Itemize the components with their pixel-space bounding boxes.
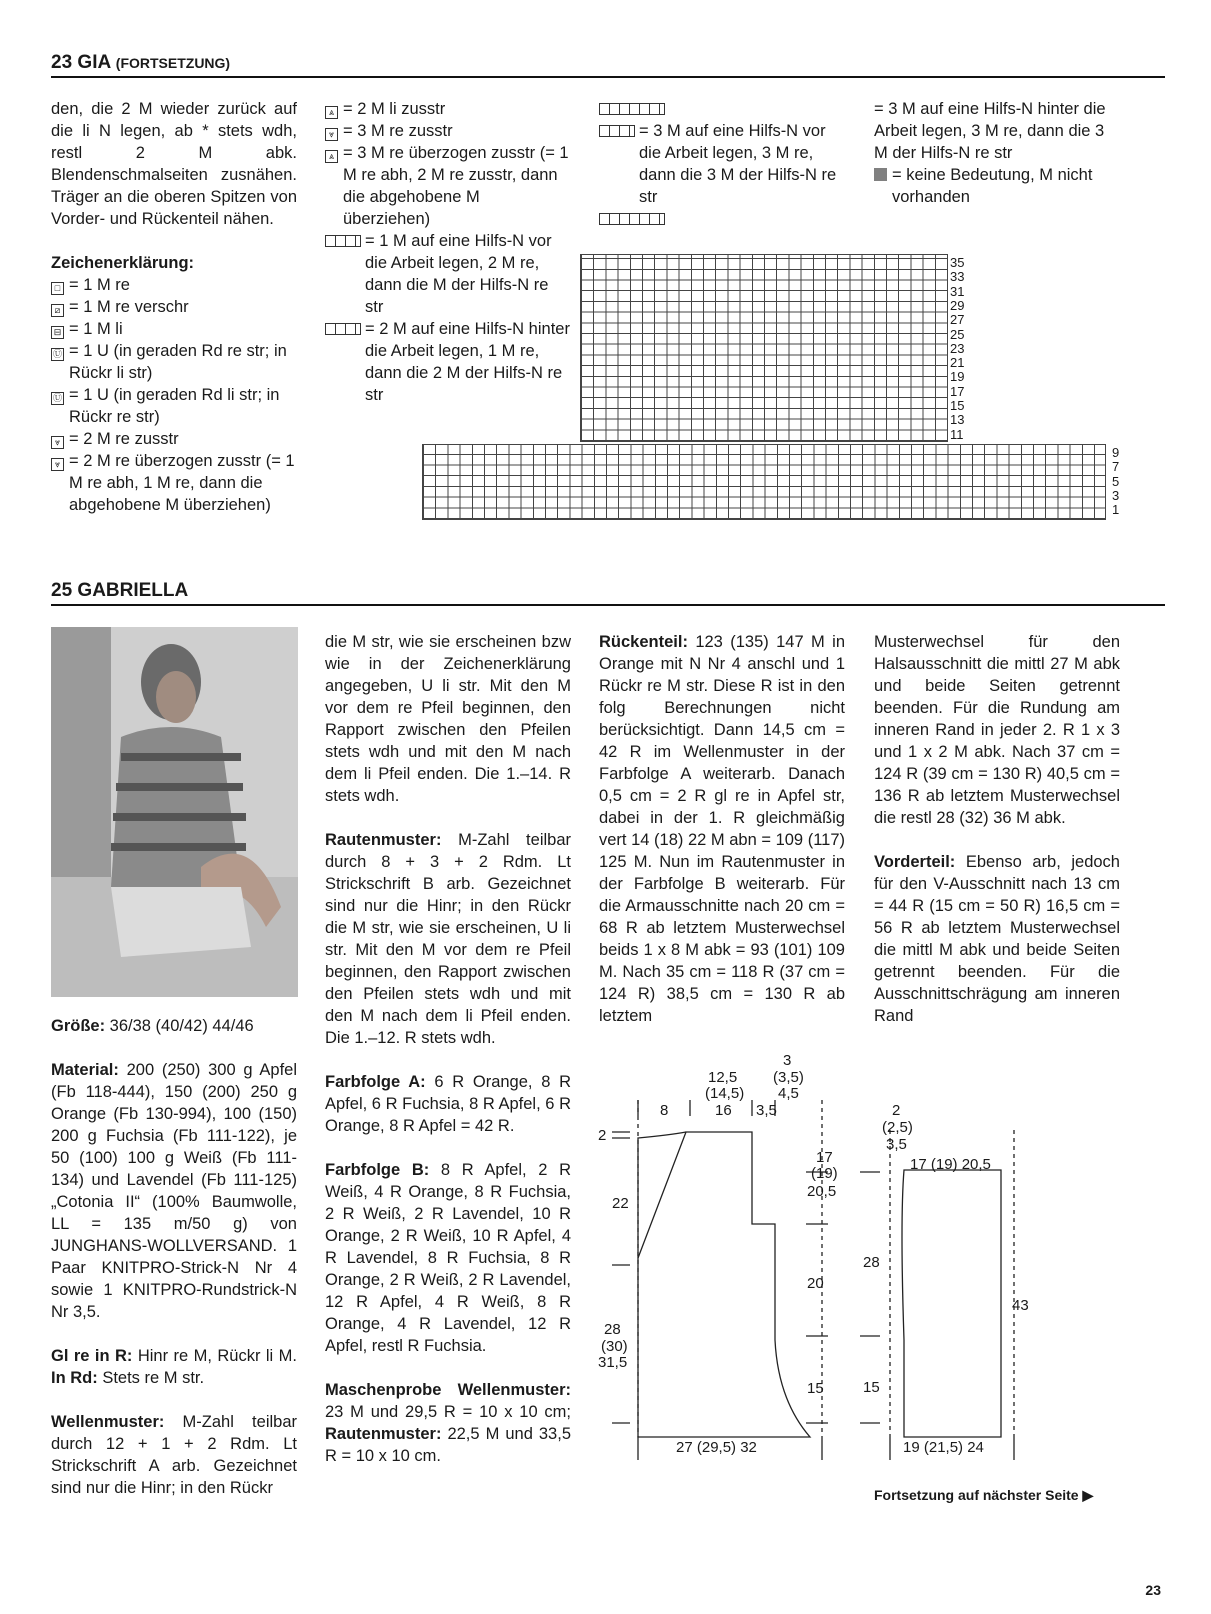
dim-28: 28 [604,1321,621,1338]
legend-text: = 3 M auf eine Hilfs-N hinter die Arbeit legen, 3 M re, dann die 3 M der Hilfs-N re str [874,100,1106,162]
paragraph [325,1071,571,1137]
stitch-symbol-icon: ⩓ [325,106,338,119]
dim2-2: 2 [892,1102,901,1119]
chart-row-number: 1 [1112,502,1120,518]
paragraph [51,1411,297,1499]
chart-row-number: 7 [1112,459,1120,475]
stitch-symbol-icon: ⧄ [51,304,64,317]
chart-row-number: 29 [950,297,965,313]
cable-symbol-6b [599,208,849,230]
model-photo [51,627,298,997]
legend-list-4 [874,98,1120,208]
legend-symbol [325,142,343,230]
dim2-2-5: (2,5) [882,1119,913,1136]
dim-22: 22 [612,1195,629,1212]
legend-symbol [51,428,69,450]
section-25-col1 [51,1015,297,1499]
paragraph-label: In Rd: [51,1369,98,1387]
section-23-col1 [51,98,297,516]
cable-symbol-6 [599,98,849,120]
paragraph-text: Musterwechsel für den Halsausschnitt die mittl 27 M abk und beide Seiten getrennt beenden. Für die Rundung am inneren Rand in jeder 2. R 1 x 3 und 1 x 2 M abk. Nach 37 cm = 124 R (39 cm = 130 R) 40,5 cm = 136 R ab letztem Musterwechsel die restl 28 (32) 36 M abk. [874,633,1120,827]
legend-item [51,428,297,450]
legend-item [599,120,849,208]
paragraph-label: Rautenmuster: [325,831,442,849]
legend-text: = 2 M auf eine Hilfs-N hinter die Arbeit legen, 1 M re, dann die 2 M der Hilfs-N re str [365,320,570,404]
legend-list-3 [599,120,849,208]
paragraph-label: Vorderteil: [874,853,956,871]
legend-item [325,230,570,318]
continue-note: Fortsetzung auf nächster Seite ▶ [874,1487,1094,1503]
dim2-top: 17 (19) 20,5 [910,1156,991,1173]
chart-row-number: 27 [950,312,965,328]
legend-symbol [325,230,365,318]
section-25-col2 [325,631,571,1467]
stitch-symbol-icon: Ⓤ [52,393,62,403]
section-25-header [51,580,1165,606]
grey-square-icon [874,168,887,181]
chart-row-number: 13 [950,412,965,428]
paragraph-label: Größe: [51,1017,106,1035]
dim-3-5b: 3,5 [756,1102,777,1119]
section-25-col4 [874,631,1120,1027]
model-photo-illustration [51,627,298,997]
paragraph-text: Ebenso arb, jedoch für den V-Ausschnitt nach 13 cm = 44 R (15 cm = 50 R) 16,5 cm = 56 R ab letztem Musterwechsel die mittl M abk und beide Seiten getrennt beenden. Für die Ausschnittschrägung am inneren Rand [874,853,1120,1025]
paragraph [874,851,1120,1027]
legend-symbol [51,274,69,296]
legend-text: = 1 M auf eine Hilfs-N vor die Arbeit legen, 2 M re, dann die M der Hilfs-N re str [365,232,552,316]
dim-31-5: 31,5 [598,1354,628,1371]
stitch-symbol-icon: ⩔ [325,128,338,141]
paragraph [874,631,1120,829]
chart-row-number: 3 [1112,487,1120,503]
chart-row-number: 17 [950,383,965,399]
legend-symbol [325,120,343,142]
legend-text: = 1 U (in geraden Rd li str; in Rückr re str) [69,386,280,426]
legend-symbol [51,450,69,516]
stitch-symbol-icon: Ⓤ [52,349,62,359]
schematic-diagrams [590,1040,1130,1480]
legend-text: = 3 M auf eine Hilfs-N vor die Arbeit legen, 3 M re, dann die 3 M der Hilfs-N re str [639,122,837,206]
legend-text: = 2 M re zusstr [69,430,179,448]
dim-3-5: (3,5) [773,1069,804,1086]
paragraph [599,631,845,1027]
paragraph-text: 200 (250) 300 g Apfel (Fb 118-444), 150 (200) 250 g Orange (Fb 130-994), 100 (150) 200 g Fuchsia (Fb 111-122), je 50 (100) 100 g Weiß (Fb 111-134) und Lavendel (Fb 111-125) „Cotonia II“ (100% Baumwolle, LL = 135 m/50 g) von JUNGHANS-WOLLVERSAND. 1 Paar KNITPRO-Strick-N Nr 4 sowie 1 KNITPRO-Rundstrick-N Nr 3,5. [51,1061,297,1321]
paragraph [51,1345,297,1389]
paragraph-label: Wellenmuster: [51,1413,165,1431]
paragraph-label: Material: [51,1061,119,1079]
legend-title: Zeichenerklärung: [51,254,195,272]
legend-symbol [325,98,343,120]
paragraph-label: Farbfolge A: [325,1073,426,1091]
section-23-title: 23 GIA [51,52,111,73]
cable-stitch-icon [325,323,361,335]
paragraph [325,1379,571,1467]
paragraph-label: Gl re in R: [51,1347,133,1365]
chart-row-number: 11 [950,426,964,442]
section-25-title: 25 GABRIELLA [51,580,189,601]
section-23-header [51,52,1165,78]
legend-text: = 3 M re überzogen zusstr (= 1 M re abh, 2 M re zusstr, dann die abgehobene M überziehen) [343,144,569,228]
paragraph-text: 8 R Apfel, 2 R Weiß, 4 R Orange, 8 R Fuchsia, 2 R Weiß, 2 R Lavendel, 10 R Orange, 2 R Weiß, 10 R Apfel, 4 R Lavendel, 8 R Fuchsia, 8 R Orange, 2 R Weiß, 2 R Lavendel, 12 R Apfel, 4 R Weiß, 8 R Orange, 4 R Lavendel, 12 R Apfel, restl R Fuchsia. [325,1161,572,1355]
dim-20: 20 [807,1275,824,1292]
paragraph-label: Rautenmuster: [325,1425,442,1443]
paragraph-label: Farbfolge B: [325,1161,430,1179]
legend-symbol [599,120,639,208]
cable-stitch-icon [599,125,635,137]
pattern-piece-sleeve-outline [902,1170,1001,1437]
legend-item [51,450,297,516]
chart-row-number: 15 [950,398,965,413]
legend-item [51,274,297,296]
dim-12-5: 12,5 [708,1069,738,1086]
paragraph [51,1059,297,1323]
dim-3: 3 [783,1052,792,1069]
paragraph-label: Rückenteil: [599,633,688,651]
chart-row-number: 5 [1112,473,1120,489]
paragraph-text: 123 (135) 147 M in Orange mit N Nr 4 anschl und 1 Rückr re M str. Diese R ist in den folg Berechnungen nicht berücksichtigt. Dann 14,5 cm = 42 R im Wellenmuster in der Farbfolge A weiterarb. Danach 0,5 cm = 2 R gl re in Apfel str, dabei in der 1. R gleichmäßig vert 14 (18) 22 M abn = 109 (117) 125 M. Nun im Rautenmuster in der Farbfolge B weiterarb. Für die Armausschnitte nach 20 cm = 68 R ab letztem Musterwechsel beids 1 x 8 M abk = 93 (101) 109 M. Nach 35 cm = 118 R (37 cm = 124 R) 38,5 cm = 130 R ab letztem [599,633,845,1025]
paragraph-text: M-Zahl teilbar durch 8 + 3 + 2 Rdm. Lt Strickschrift B arb. Gezeichnet sind nur die Hinr; in den Rückr die M str, wie sie erscheinen, U li str. Mit den M vor dem re Pfeil beginnen, den Rapport zwischen den Pfeilen stets wdh und mit den M nach dem li Pfeil enden. Die 1.–12. R stets wdh. [325,831,571,1047]
section-23-subtitle: (FORTSETZUNG) [115,55,231,71]
paragraph [325,1159,571,1357]
legend-list-1 [51,274,297,516]
section-23-col2 [325,98,570,406]
stitch-symbol-icon: ⊟ [51,326,64,339]
dim2-bottom: 19 (21,5) 24 [903,1439,984,1456]
legend-item [325,318,570,406]
legend-symbol [51,318,69,340]
chart-row-number: 35 [950,255,965,270]
section-23-col1-text: den, die 2 M wieder zurück auf die li N legen, ab * stets wdh, restl 2 M abk. Blendenschmalseiten zusnähen. Träger an die oberen Spitzen von Vorder- und Rückenteil nähen. [51,100,297,228]
dim-17: 17 [816,1149,833,1166]
paragraph-text: 36/38 (40/42) 44/46 [105,1017,254,1035]
chart-row-number: 9 [1112,445,1120,460]
legend-item [51,384,297,428]
dim-14-5: (14,5) [705,1085,745,1102]
legend-text: = keine Bedeutung, M nicht vorhanden [892,166,1093,206]
dim-8: 8 [660,1102,669,1119]
chart-row-number: 33 [950,269,965,285]
paragraph-text: 22,5 M und 33,5 R = 10 x 10 cm. [325,1425,571,1465]
dim-bottom-1: 27 (29,5) 32 [676,1439,757,1456]
legend-item [874,98,1120,164]
paragraph [51,1015,297,1037]
legend-item [51,318,297,340]
cable-stitch-icon [325,235,361,247]
legend-symbol [51,296,69,318]
paragraph-text: 6 R Orange, 8 R Apfel, 6 R Fuchsia, 8 R Apfel, 6 R Orange, 8 R Apfel = 42 R. [325,1073,571,1135]
stitch-symbol-icon: ⩓ [325,150,338,163]
dim2-43: 43 [1012,1297,1029,1314]
legend-list-2 [325,98,570,406]
paragraph-text: 23 M und 29,5 R = 10 x 10 cm; [325,1403,571,1421]
legend-text: = 3 M re zusstr [343,122,453,140]
legend-item [325,142,570,230]
paragraph-text: M-Zahl teilbar durch 12 + 1 + 2 Rdm. Lt Strickschrift A arb. Gezeichnet sind nur die Hinr; in den Rückr [51,1413,297,1497]
chart-row-number: 31 [950,283,965,299]
dim-4-5: 4,5 [778,1085,799,1102]
dim-30: (30) [601,1338,628,1355]
section-25-col3 [599,631,845,1027]
legend-item [51,296,297,318]
paragraph-text: Stets re M str. [97,1369,205,1387]
legend-item [874,164,1120,208]
stitch-symbol-icon: □ [51,282,64,295]
stitch-symbol-icon: ⩔ [51,458,64,471]
dim-19: (19) [811,1165,838,1182]
section-23-col4 [874,98,1120,208]
dim-2: 2 [598,1127,607,1144]
paragraph-label: Maschenprobe Wellenmuster: [325,1381,571,1399]
dim2-15: 15 [863,1379,880,1396]
pattern-piece-back-outline [638,1132,810,1437]
legend-item [325,120,570,142]
paragraph [325,829,571,1049]
chart-row-number: 21 [950,355,965,371]
dim2-3-5: 3,5 [886,1136,907,1153]
dim2-28: 28 [863,1254,880,1271]
chart-row-number: 25 [950,326,965,342]
chart-row-number: 19 [950,369,965,385]
legend-text: = 1 M li [69,320,123,338]
paragraph [325,631,571,807]
legend-text: = 1 U (in geraden Rd re str; in Rückr li str) [69,342,287,382]
dim-20-5: 20,5 [807,1183,837,1200]
dim-15: 15 [807,1380,824,1397]
legend-text: = 2 M li zusstr [343,100,446,118]
legend-text: = 1 M re [69,276,130,294]
legend-symbol [874,164,892,208]
section-23-col3 [599,98,849,230]
chart-row-number: 23 [950,340,965,356]
legend-text: = 1 M re verschr [69,298,189,316]
legend-symbol [51,340,69,384]
legend-text: = 2 M re überzogen zusstr (= 1 M re abh, 1 M re, dann die abgehobene M überziehen) [69,452,295,514]
page-number: 23 [1145,1582,1161,1598]
legend-symbol [51,384,69,428]
knitting-chart-lower [422,444,1106,520]
legend-item [51,340,297,384]
legend-item [325,98,570,120]
stitch-symbol-icon: ⩔ [51,436,64,449]
legend-symbol [325,318,365,406]
dim-16: 16 [715,1102,732,1119]
paragraph-text: Hinr re M, Rückr li M. [132,1347,297,1365]
knitting-chart-upper [580,254,948,442]
paragraph-text: die M str, wie sie erscheinen bzw wie in der Zeichenerklärung angegeben, U li str. Mit den M vor dem re Pfeil beginnen, den Rapport zwischen den Pfeilen stets wdh und mit den M nach dem li Pfeil enden. Die 1.–14. R stets wdh. [325,633,571,805]
